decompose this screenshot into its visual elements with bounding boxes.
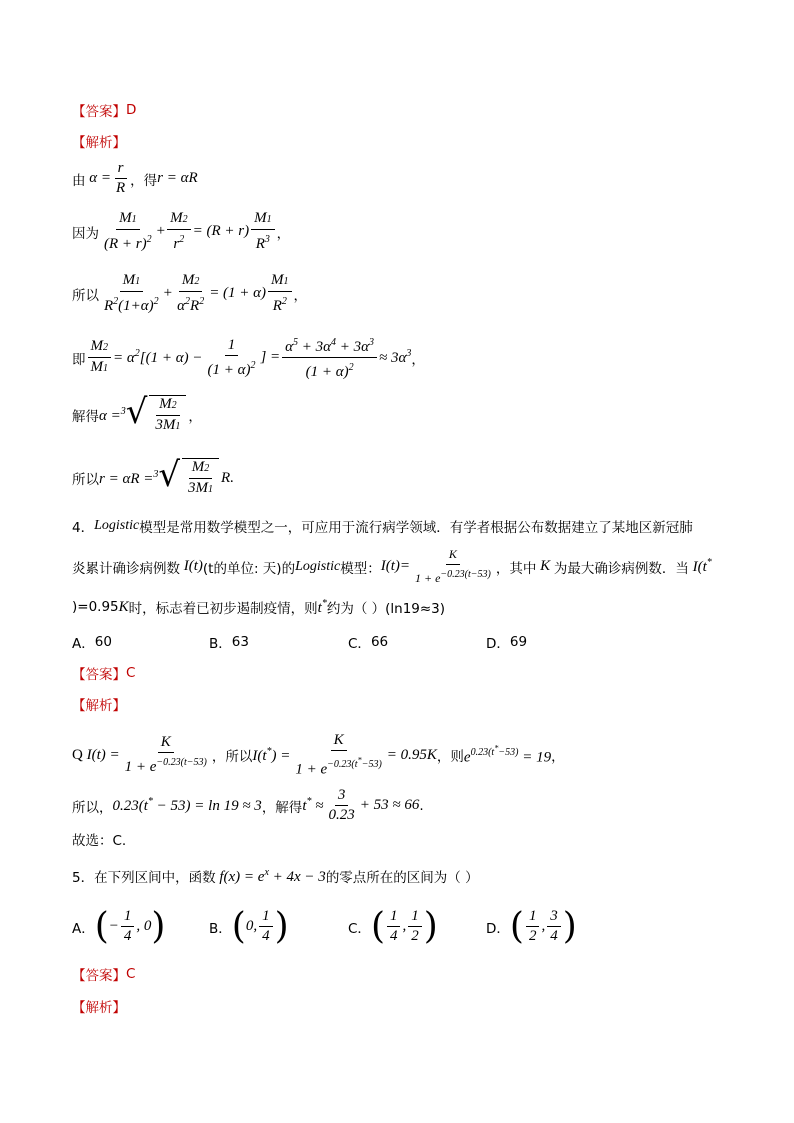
option-d[interactable] (486, 632, 527, 652)
answer-label: 【答案】 (72, 667, 126, 683)
because-symbol: Q (72, 746, 83, 763)
fraction: $\frac{K}{1 + e^{-0.23(t-53)}}$ (124, 734, 207, 776)
fraction: $\frac{M1}{(R + r)^2}$ (104, 210, 152, 252)
option-value: 63 (231, 634, 249, 650)
text: 由 (72, 172, 86, 189)
text: 在下列区间中，函数 (94, 870, 216, 886)
text: ，所以 (211, 749, 253, 766)
fraction: $\frac{1}{2}$ (526, 908, 540, 945)
text: ，其中 (495, 560, 537, 577)
fraction: $\frac{M1}{R^2(1+\alpha)^2}$ (104, 272, 159, 314)
option-d[interactable]: D． ( $\frac{1}{2}$ , $\frac{3}{4}$ ) (486, 905, 577, 947)
fraction: $\frac{1}{2}$ (408, 908, 422, 945)
text: )=0.95 (72, 599, 119, 615)
fraction: $\frac{1}{4}$ (121, 908, 135, 945)
option-c[interactable]: C． ( $\frac{1}{4}$ , $\frac{1}{2}$ ) (348, 905, 438, 947)
term: Logistic (94, 518, 140, 533)
text: 因为 (72, 225, 99, 242)
fraction: $\frac{M2}{r^2}$ (167, 210, 191, 253)
option-value: 60 (94, 634, 112, 650)
cube-root: √ $\frac{M2}{3M1}$ (158, 458, 221, 498)
answer-label: 【答案】 (72, 968, 126, 984)
derivation-line-2: 因为 $\frac{M1}{(R + r)^2}$ + $\frac{M2}{r^2}$ = (R + r) $\frac{M1}{R^3}$ ， (72, 210, 291, 252)
answer-label: 【答案】 (72, 104, 126, 120)
option-b[interactable]: B． ( 0, $\frac{1}{4}$ ) (209, 905, 289, 947)
option-label: A． (72, 920, 95, 937)
text: ，得 (130, 172, 158, 189)
option-label: D． (486, 636, 510, 652)
q4-line-3: )=0.95 K 时，标志着已初步遏制疫情，则 t* 约为（ ）(ln19≈3) (72, 597, 446, 617)
text: (t的单位: 天)的 (202, 560, 296, 577)
text: 所以， (72, 799, 113, 816)
text: ， (276, 225, 291, 242)
text: ，解得 (261, 799, 303, 816)
text: 模型： (340, 560, 381, 577)
derivation-line-6: 所以 r = αR =$^3$ √ $\frac{M2}{3M1}$ R. (72, 455, 234, 496)
math: r = αR (157, 170, 198, 186)
explanation-label: 【解析】 (72, 1000, 126, 1016)
text: 炎累计确诊病例数 (72, 560, 180, 577)
fraction: $\frac{M2}{\alpha^2R^2}$ (177, 272, 205, 314)
derivation-line-1 (72, 160, 198, 197)
text: 的零点所在的区间为（ ） (325, 870, 479, 886)
fraction: $\frac{\alpha^5 + 3\alpha^4 + 3\alpha^3}{(1 + \alpha)^2}$ (282, 334, 377, 381)
fraction: $\frac{K}{1 + e^{-0.23(t-53)}}$ (414, 547, 491, 585)
answer-value: D (126, 102, 137, 118)
solution-line-1: Q I(t) = $\frac{K}{1 + e^{-0.23(t-53)}}$ ，所以 I(t*) = $\frac{K}{1 + e^{-0.23(t^*-53)}}$ = 0.95K ，则 $e^{0.23(t^*-53)} = 19$ ， (72, 732, 565, 778)
answer-value: C (126, 665, 136, 681)
option-label: D． (486, 920, 510, 937)
explanation-label: 【解析】 (72, 135, 126, 151)
answer-value: C (126, 966, 136, 982)
question-number: 4． (72, 520, 95, 536)
option-label: B． (209, 920, 232, 937)
math: α = (85, 170, 111, 186)
cube-root: √ $\frac{M2}{3M1}$ (126, 395, 189, 435)
derivation-line-3: 所以 $\frac{M1}{R^2(1+\alpha)^2}$ + $\frac{M2}{\alpha^2R^2}$ = (1 + α) $\frac{M1}{R^2}$ ， (72, 272, 308, 314)
fraction: $\frac{3}{4}$ (547, 908, 561, 945)
text: 即 (72, 351, 86, 368)
q5-line: 5． 在下列区间中，函数 $f(x) = e^x + 4x - 3$ 的零点所在的区间为（ ） (72, 866, 479, 886)
text: ， (293, 287, 308, 304)
fraction: $\frac{M2}{M1}$ (88, 338, 112, 377)
option-label: A． (72, 636, 95, 652)
option-label: C． (348, 920, 371, 937)
q4-line-1 (72, 516, 693, 536)
fraction: $\frac{1}{4}$ (259, 908, 273, 945)
fraction: $\frac{M1}{R^3}$ (251, 210, 275, 253)
derivation-line-5: 解得 α =$^3$ √ $\frac{M2}{3M1}$ ， (72, 392, 202, 433)
text: 模型是常用数学模型之一，可应用于流行病学领域．有学者根据公布数据建立了某地区新冠肺 (139, 520, 693, 536)
option-label: B． (209, 636, 232, 652)
text: ， (411, 351, 425, 368)
question-number: 5． (72, 870, 95, 886)
explanation-label: 【解析】 (72, 698, 126, 714)
fraction: $\frac{M1}{R^2}$ (268, 272, 292, 315)
text: 所以 (72, 287, 99, 304)
text: 解得 (72, 409, 99, 425)
q4-line-2: 炎累计确诊病例数 I(t) (t的单位: 天)的 Logistic 模型： I(t)= $\frac{K}{1 + e^{-0.23(t-53)}}$ ，其中 K 为最大确诊病例数．当 I(t* (72, 547, 712, 585)
term: Logistic (295, 558, 341, 574)
text: 所以 (72, 472, 99, 488)
fraction: $\frac{K}{1 + e^{-0.23(t^*-53)}}$ (295, 732, 382, 778)
solution-line-2: 所以， 0.23(t* − 53) = ln 19 ≈ 3 ，解得 t* ≈ $\frac{3}{0.23}$ + 53 ≈ 66 . (72, 787, 424, 823)
text: 约为（ ）(ln19≈3) (326, 601, 446, 617)
fraction: $\frac{1}{4}$ (387, 908, 401, 945)
text: . (419, 797, 424, 814)
text: 时，标志着已初步遏制疫情，则 (128, 601, 318, 617)
option-a[interactable]: A． ( − $\frac{1}{4}$ , 0 ) (72, 905, 166, 947)
fraction: $\frac{3}{0.23}$ (328, 787, 355, 823)
option-a[interactable] (72, 632, 112, 652)
option-value: 66 (370, 634, 389, 650)
text: ，则 (436, 749, 464, 766)
option-label: C． (348, 636, 371, 652)
fraction: $\frac{1}{(1 + \alpha)^2}$ (207, 336, 256, 378)
fraction: $\frac{r}{R}$ (116, 160, 126, 196)
option-c[interactable] (348, 632, 388, 652)
conclusion: 故选：C. (72, 833, 127, 849)
text: ， (551, 749, 565, 766)
answer-line-1 (72, 100, 136, 120)
answer-line-2 (72, 663, 135, 683)
text: 为最大确诊病例数．当 (553, 560, 689, 577)
text: ， (188, 409, 202, 425)
option-value: 69 (509, 634, 528, 650)
answer-line-3 (72, 964, 135, 984)
derivation-line-4: 即 $\frac{M2}{M1}$ = $\alpha^2[(1 + \alpha)$ − $\frac{1}{(1 + \alpha)^2}$ ] = $\frac{\alpha^5 + 3\alpha^4 + 3\alpha^3}{(1 + \alpha)^2}$ ≈ $3\alpha^3$ ， (72, 334, 425, 381)
option-b[interactable] (209, 632, 249, 652)
